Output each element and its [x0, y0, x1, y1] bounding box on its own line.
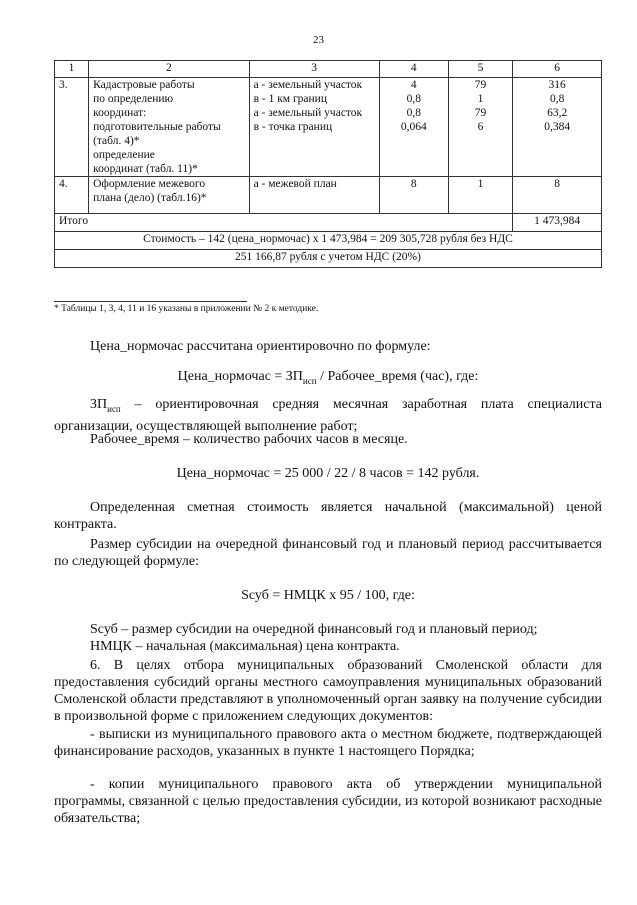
- cost-row: [55, 232, 602, 250]
- formula-calculation: Цена_нормочас = 25 000 / 22 / 8 часов = 142 рубля.: [176, 466, 480, 481]
- footnote: * Таблицы 1, 3, 4, 11 и 16 указаны в приложении № 2 к методике.: [54, 304, 319, 314]
- paragraph: Цена_нормочас рассчитана ориентировочно по формуле:: [90, 339, 431, 354]
- header-cell: 4: [379, 61, 448, 78]
- table-row: [55, 177, 602, 214]
- paragraph: НМЦК – начальная (максимальная) цена контракта.: [90, 639, 400, 654]
- vat-line: 251 166,87 рубля с учетом НДС (20%): [55, 250, 602, 268]
- vat-row: [55, 250, 602, 268]
- paragraph: - выписки из муниципального правового акта о местном бюджете, подтверждающей финансирование расходов, указанных в пункте 1 настоящего Порядка;: [54, 727, 602, 759]
- formula-hourly-rate: Цена_нормочас = $ЗП_{исп}$ / Рабочее_время (час), где:: [177, 369, 479, 386]
- table-header-row: [55, 61, 602, 78]
- paragraph: - копии муниципального правового акта об утверждении муниципальной программы, связанной с целью предоставления субсидии, из которой возникают расходные обязательства;: [54, 777, 602, 826]
- table-row: [55, 78, 602, 177]
- value-cell: 1: [448, 177, 513, 214]
- total-label: Итого: [55, 214, 513, 232]
- paragraph: 6. В целях отбора муниципальных образований Смоленской области для предоставления субсидий органы местного самоуправления муниципальных образований Смоленской области представляют в уполномоченный орган заявку на получение субсидии в произвольной форме с приложением следующих документов:: [54, 658, 602, 724]
- paragraph: Рабочее_время – количество рабочих часов в месяце.: [90, 432, 408, 447]
- total-row: [55, 214, 602, 232]
- cost-line: Стоимость – 142 (цена_нормочас) х 1 473,984 = 209 305,728 рубля без НДС: [55, 232, 602, 250]
- header-cell: 6: [513, 61, 602, 78]
- paragraph: $ЗП_{исп}$ – ориентировочная средняя месячная заработная плата специалиста организации, осуществляющей выполнение работ;: [54, 397, 602, 434]
- header-cell: 3: [249, 61, 379, 78]
- work-description: Кадастровые работы по определению координат: подготовительные работы (табл. 4)* определение координат (табл. 11)*: [89, 78, 250, 177]
- paragraph: Sсуб – размер субсидии на очередной финансовый год и плановый период;: [90, 622, 538, 637]
- value-cell: 316 0,8 63,2 0,384: [513, 78, 602, 177]
- page-number: 23: [313, 34, 324, 46]
- paragraph: Определенная сметная стоимость является начальной (максимальной) ценой контракта.: [54, 500, 602, 532]
- work-description: Оформление межевого плана (дело) (табл.16)*: [89, 177, 250, 214]
- row-number: 4.: [55, 177, 89, 214]
- header-cell: 5: [448, 61, 513, 78]
- formula-subsidy: Sсуб = НМЦК х 95 / 100, где:: [241, 588, 415, 603]
- header-cell: 2: [89, 61, 250, 78]
- cost-table: [54, 60, 602, 268]
- value-cell: 8: [513, 177, 602, 214]
- value-cell: 4 0,8 0,8 0,064: [379, 78, 448, 177]
- footnote-divider: [54, 301, 247, 302]
- value-cell: 8: [379, 177, 448, 214]
- unit-description: а - межевой план: [249, 177, 379, 214]
- header-cell: 1: [55, 61, 89, 78]
- unit-description: а - земельный участок в - 1 км границ а - земельный участок в - точка границ: [249, 78, 379, 177]
- value-cell: 79 1 79 6: [448, 78, 513, 177]
- paragraph: Размер субсидии на очередной финансовый год и плановый период рассчитывается по следующей формуле:: [54, 537, 602, 569]
- total-value: 1 473,984: [513, 214, 602, 232]
- row-number: 3.: [55, 78, 89, 177]
